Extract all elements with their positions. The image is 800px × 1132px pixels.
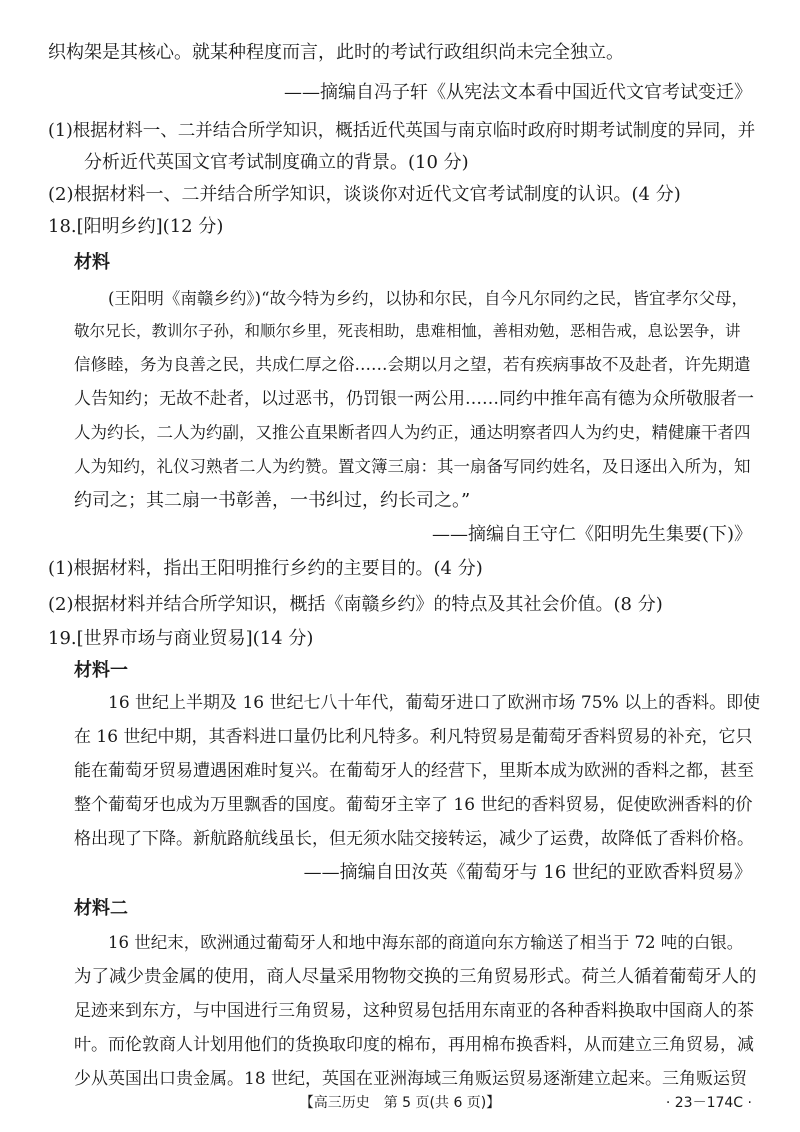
text-line: (王阳明《南赣乡约》)“故今特为乡约，以协和尔民，自今凡尔同约之民，皆宜孝尔父母，	[108, 289, 749, 308]
material-label: 材料二	[74, 898, 128, 919]
text-line: 少从英国出口贵金属。18 世纪，英国在亚洲海域三角贩运贸易逐渐建立起来。三角贩运贸	[74, 1069, 748, 1089]
question-line: (2)根据材料并结合所学知识，概括《南赣乡约》的特点及其社会价值。(8 分)	[48, 594, 663, 615]
question-line: (1)根据材料，指出王阳明推行乡约的主要目的。(4 分)	[48, 558, 483, 579]
question-line: (1)根据材料一、二并结合所学知识，概括近代英国与南京临时政府时期考试制度的异同，并	[48, 121, 756, 141]
text-line: 人为知约，礼仪习熟者二人为约赞。置文簿三扇：其一扇备写同约姓名，及日逐出入所为，知	[74, 457, 751, 476]
exam-code: · 23－174C ·	[665, 1095, 752, 1111]
question-heading: 19.[世界市场与商业贸易](14 分)	[48, 628, 314, 649]
text-line: 整个葡萄牙也成为万里飘香的国度。葡萄牙主宰了 16 世纪的香料贸易，促使欧洲香料的价	[74, 795, 753, 815]
source-citation: ——摘编自田汝英《葡萄牙与 16 世纪的亚欧香料贸易》	[303, 862, 752, 883]
question-line: 分析近代英国文官考试制度确立的背景。(10 分)	[84, 152, 469, 173]
text-line: 叶。而伦敦商人计划用他们的货换取印度的棉布，再用棉布换香料，从而建立三角贸易，减	[74, 1035, 754, 1055]
question-line: (2)根据材料一、二并结合所学知识，谈谈你对近代文官考试制度的认识。(4 分)	[48, 184, 681, 205]
text-line: 人告知约；无故不赴者，以过恶书，仍罚银一两公用……同约中推年高有德为众所敬服者一	[74, 389, 754, 409]
text-line: 能在葡萄牙贸易遭遇困难时复兴。在葡萄牙人的经营下，里斯本成为欧洲的香料之都，甚至	[74, 761, 754, 781]
page-footer	[0, 1090, 800, 1118]
material-label: 材料一	[74, 660, 128, 681]
text-line: 16 世纪上半期及 16 世纪七八十年代，葡萄牙进口了欧洲市场 75% 以上的香料。即使	[108, 693, 761, 713]
text-line: 格出现了下降。新航路航线虽长，但无须水陆交接转运，减少了运费，故降低了香料价格。	[74, 829, 754, 849]
text-line: 约司之；其二扇一书彰善，一书纠过，约长司之。”	[74, 490, 471, 511]
text-line: 织构架是其核心。就某种程度而言，此时的考试行政组织尚未完全独立。	[48, 42, 624, 63]
text-line: 16 世纪末，欧洲通过葡萄牙人和地中海东部的商道向东方输送了相当于 72 吨的白银。	[108, 933, 744, 952]
source-citation: ——摘编自冯子轩《从宪法文本看中国近代文官考试变迁》	[284, 82, 752, 103]
text-line: 为了减少贵金属的使用，商人尽量采用物物交换的三角贸易形式。荷兰人循着葡萄牙人的	[74, 967, 757, 987]
material-label: 材料	[74, 252, 110, 273]
text-line: 人为约长，二人为约副，又推公直果断者四人为约正，通达明察者四人为约史，精健廉干者四	[74, 423, 751, 442]
text-line: 信修睦，务为良善之民，共成仁厚之俗……会期以月之望，若有疾病事故不及赴者，许先期遣	[74, 355, 751, 374]
question-heading: 18.[阳明乡约](12 分)	[48, 216, 224, 237]
text-line: 在 16 世纪中期，其香料进口量仍比利凡特多。利凡特贸易是葡萄牙香料贸易的补充，它只	[74, 727, 753, 747]
text-line: 足迹来到东方，与中国进行三角贸易，这种贸易包括用东南亚的各种香料换取中国商人的茶	[74, 1001, 754, 1021]
page-number-label: 【高三历史 第 5 页(共 6 页)】	[299, 1095, 501, 1111]
source-citation: ——摘编自王守仁《阳明先生集要(下)》	[431, 524, 752, 545]
text-line: 敬尔兄长，教训尔子孙，和顺尔乡里，死丧相助，患难相恤，善相劝勉，恶相告戒，息讼罢争，讲	[74, 322, 741, 340]
